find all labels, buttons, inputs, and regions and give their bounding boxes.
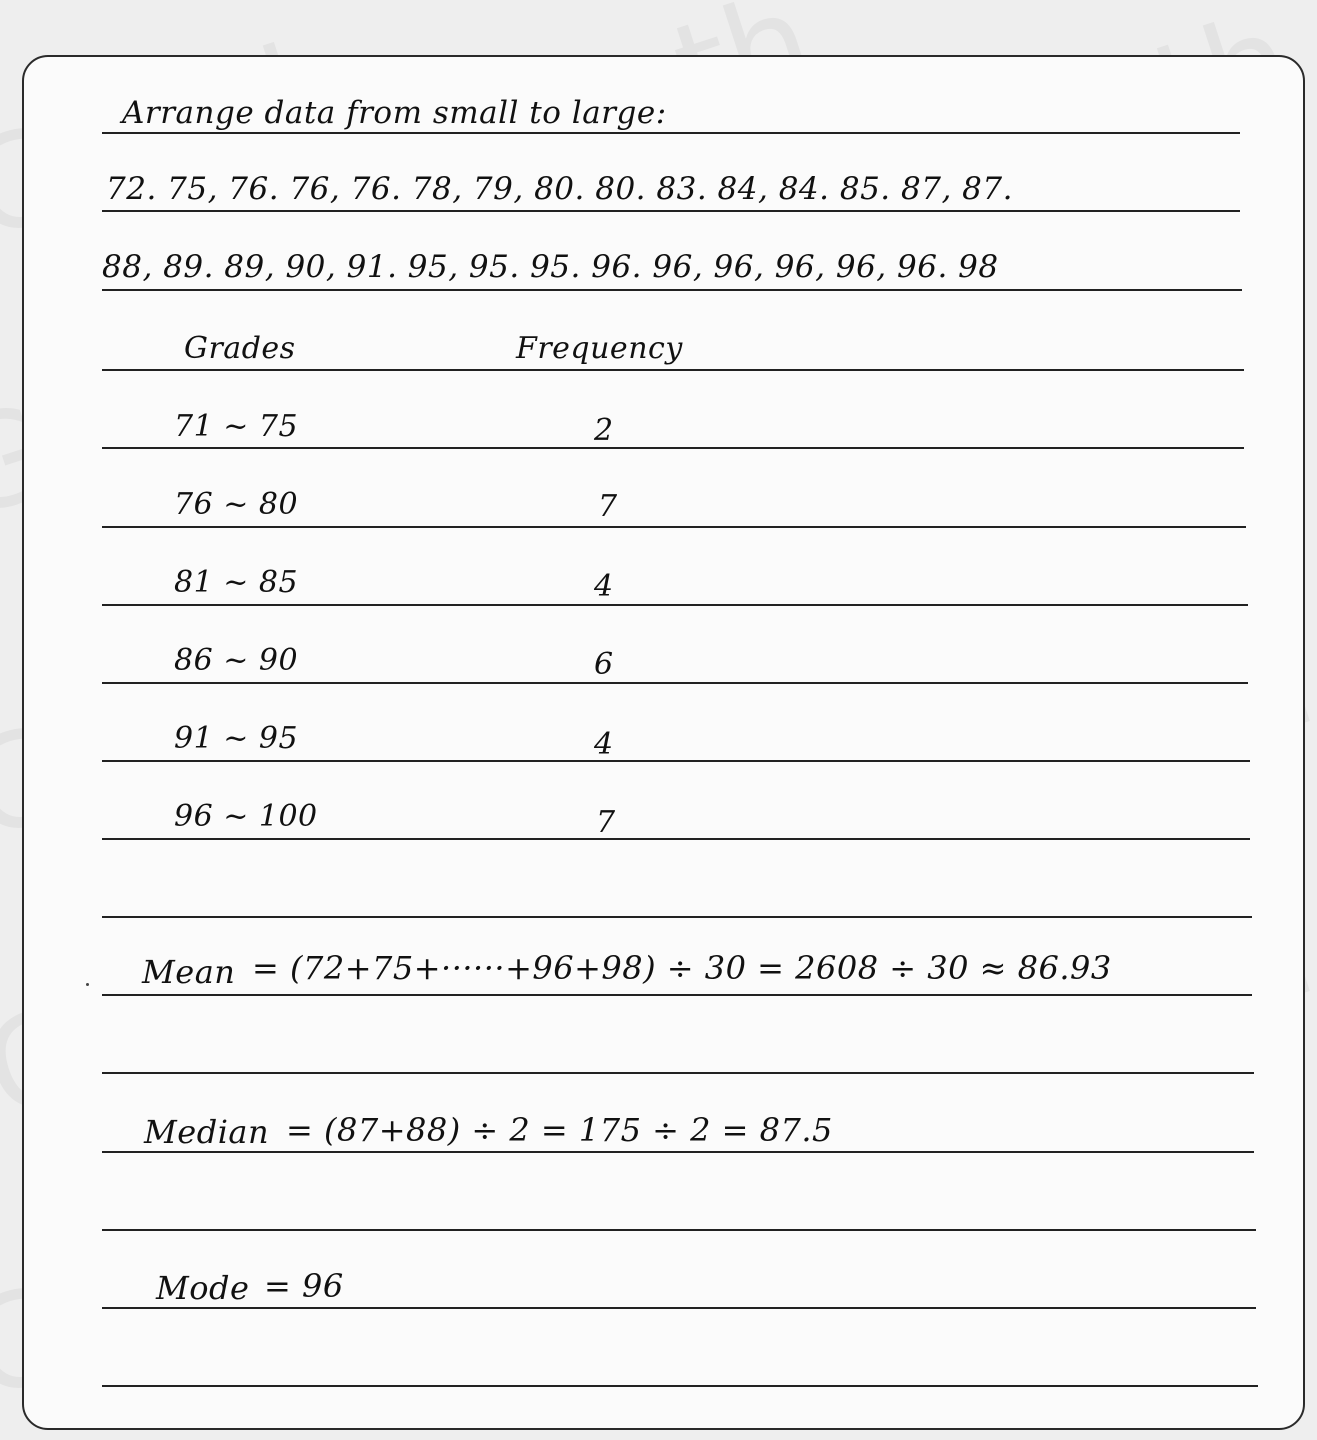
ruled-line (102, 916, 1252, 918)
ruled-line (102, 838, 1250, 840)
mode-label: Mode (156, 1269, 250, 1307)
ruled-line (102, 526, 1246, 528)
grade-range: 96 ~ 100 (174, 799, 318, 834)
ruled-line (102, 1072, 1254, 1074)
ruled-line (102, 369, 1244, 371)
grade-frequency: 7 (596, 805, 616, 840)
ruled-line (102, 760, 1250, 762)
grade-range: 76 ~ 80 (174, 487, 299, 522)
lined-paper-sheet (22, 55, 1305, 1430)
header-grades: Grades (184, 331, 296, 366)
ruled-line (102, 289, 1242, 291)
instruction-text: Arrange data from small to large: (122, 95, 667, 131)
mode-expression: = 96 (264, 1267, 344, 1305)
grade-range: 71 ~ 75 (174, 409, 299, 444)
sorted-data-line-2: 88, 89. 89, 90, 91. 95, 95. 95. 96. 96, 96, 96, 96, 96. 98 (102, 249, 999, 285)
ruled-line (102, 210, 1240, 212)
grade-range: 91 ~ 95 (174, 721, 299, 756)
grade-frequency: 4 (594, 569, 614, 604)
ruled-line (102, 682, 1248, 684)
grade-frequency: 4 (594, 727, 614, 762)
median-label: Median (144, 1113, 270, 1151)
sorted-data-line-1: 72. 75, 76. 76, 76. 78, 79, 80. 80. 83. 84, 84. 85. 87, 87. (106, 171, 1013, 207)
mean-label: Mean (142, 953, 236, 991)
ruled-line (102, 447, 1244, 449)
grade-range: 81 ~ 85 (174, 565, 299, 600)
ruled-line (102, 1229, 1256, 1231)
mean-expression: = (72+75+······+96+98) ÷ 30 = 2608 ÷ 30 ≈ 86.93 (252, 949, 1112, 987)
ruled-line (102, 1151, 1254, 1153)
header-frequency: Frequency (516, 331, 683, 366)
grade-frequency: 2 (594, 413, 614, 448)
ruled-line (102, 132, 1240, 134)
median-expression: = (87+88) ÷ 2 = 175 ÷ 2 = 87.5 (286, 1111, 833, 1149)
ruled-line (102, 1307, 1256, 1309)
stray-dot (86, 983, 89, 986)
ruled-line (102, 1385, 1258, 1387)
grade-range: 86 ~ 90 (174, 643, 299, 678)
grade-frequency: 6 (594, 647, 614, 682)
ruled-line (102, 994, 1252, 996)
grade-frequency: 7 (598, 489, 618, 524)
ruled-line (102, 604, 1248, 606)
